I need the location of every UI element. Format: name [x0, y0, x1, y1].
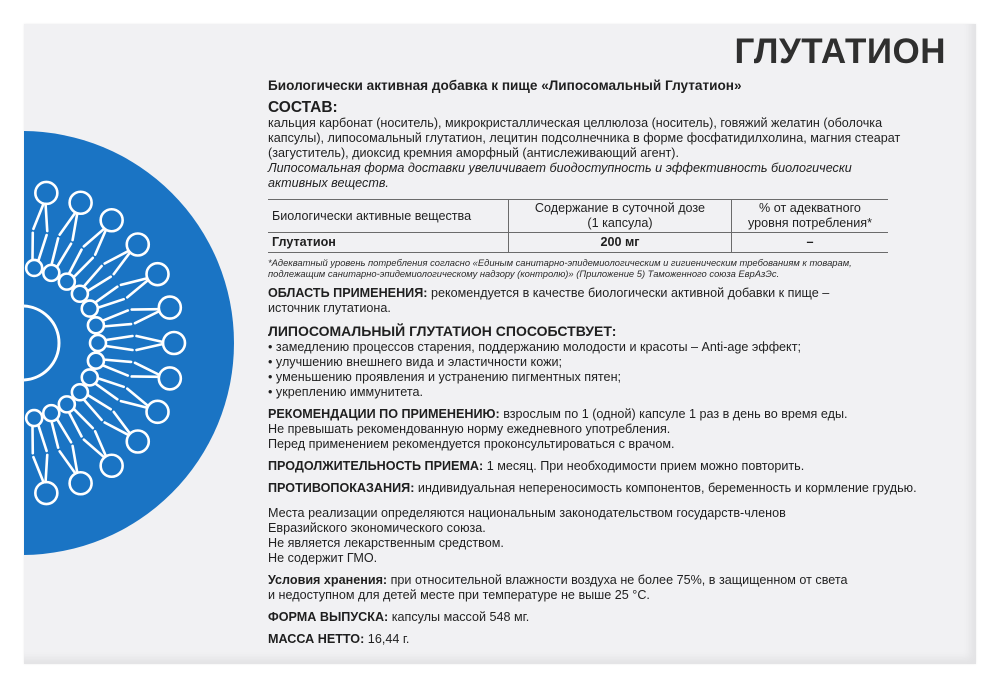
label-content: [268, 78, 958, 647]
contraindications-heading: ПРОТИВОПОКАЗАНИЯ:: [268, 481, 415, 495]
storage-section: Условия хранения: при относительной влажности воздуха не более 75%, в защищенном от света и недоступном для детей месте при температуре не выше 25 °C.: [268, 573, 848, 602]
column-header-substance: Биологически активные вещества: [268, 200, 509, 233]
amount-cell: 200 мг: [509, 233, 732, 253]
composition-note: активных веществ.: [268, 176, 389, 190]
benefits-list: [268, 340, 958, 400]
product-title: ГЛУТАТИОН: [734, 32, 946, 71]
column-header-percent: % от адекватного уровня потребления*: [732, 200, 889, 233]
nutrition-table: [268, 199, 888, 253]
form-heading: ФОРМА ВЫПУСКА:: [268, 610, 389, 624]
column-header-amount: Содержание в суточной дозе (1 капсула): [509, 200, 732, 233]
benefits-heading: ЛИПОСОМАЛЬНЫЙ ГЛУТАТИОН СПОСОБСТВУЕТ:: [268, 323, 617, 339]
form-section: ФОРМА ВЫПУСКА: капсулы массой 548 мг.: [268, 610, 530, 624]
benefits-section: [268, 323, 958, 400]
duration-heading: ПРОДОЛЖИТЕЛЬНОСТЬ ПРИЕМА:: [268, 459, 484, 473]
notes-section: Места реализации определяются национальным законодательством государств-членов Евразийского экономического союза. Не является лекарственным средством. Не содержит ГМО.: [268, 506, 786, 565]
usage-section: РЕКОМЕНДАЦИИ ПО ПРИМЕНЕНИЮ: взрослым по 1 (одной) капсуле 1 раз в день во время еды. Не превышать рекомендованную норму ежедневного употребления. Перед применением рекомендуется проконсультироваться с врачом.: [268, 407, 848, 451]
composition-heading: СОСТАВ:: [268, 99, 338, 116]
composition-line: (загуститель), диоксид кремния аморфный (антислеживающий агент).: [268, 146, 679, 160]
usage-heading: РЕКОМЕНДАЦИИ ПО ПРИМЕНЕНИЮ:: [268, 407, 500, 421]
table-row: [268, 233, 888, 253]
net-weight-section: МАССА НЕТТО: 16,44 г.: [268, 632, 410, 646]
list-item: • улучшению внешнего вида и эластичности кожи;: [268, 355, 958, 370]
application-section: ОБЛАСТЬ ПРИМЕНЕНИЯ: рекомендуется в качестве биологически активной добавки к пище – источник глутатиона.: [268, 286, 830, 315]
contraindications-section: ПРОТИВОПОКАЗАНИЯ: индивидуальная непереносимость компонентов, беременность и кормление грудью.: [268, 481, 917, 495]
net-weight-heading: МАССА НЕТТО:: [268, 632, 365, 646]
label-card: [24, 24, 976, 664]
duration-section: ПРОДОЛЖИТЕЛЬНОСТЬ ПРИЕМА: 1 месяц. При необходимости прием можно повторить.: [268, 459, 805, 473]
list-item: • замедлению процессов старения, поддержанию молодости и красоты – Anti-age эффект;: [268, 340, 958, 355]
composition-line: кальция карбонат (носитель), микрокристаллическая целлюлоза (носитель), говяжий желатин (оболочка: [268, 116, 883, 130]
composition-note: Липосомальная форма доставки увеличивает биодоступность и эффективность биологически: [268, 161, 852, 175]
list-item: • укреплению иммунитета.: [268, 385, 958, 400]
application-heading: ОБЛАСТЬ ПРИМЕНЕНИЯ:: [268, 286, 428, 300]
storage-heading: Условия хранения:: [268, 573, 388, 587]
liposome-icon: [24, 24, 300, 664]
substance-cell: Глутатион: [268, 233, 509, 253]
composition-line: капсулы), липосомальный глутатион, лецитин подсолнечника в форме фосфатидилхолина, магния стеарат: [268, 131, 901, 145]
product-subtitle: Биологически активная добавка к пище «Липосомальный Глутатион»: [268, 78, 742, 93]
table-header-row: [268, 200, 888, 233]
list-item: • уменьшению проявления и устранению пигментных пятен;: [268, 370, 958, 385]
table-footnote: *Адекватный уровень потребления согласно «Единым санитарно-эпидемиологическим и гигиеническим требованиям к товарам, подлежащим санитарно-эпидемиологическому надзору (контролю)» (Приложение 5) Таможенного союза ЕврАзЭс.: [268, 257, 852, 279]
percent-cell: –: [732, 233, 889, 253]
